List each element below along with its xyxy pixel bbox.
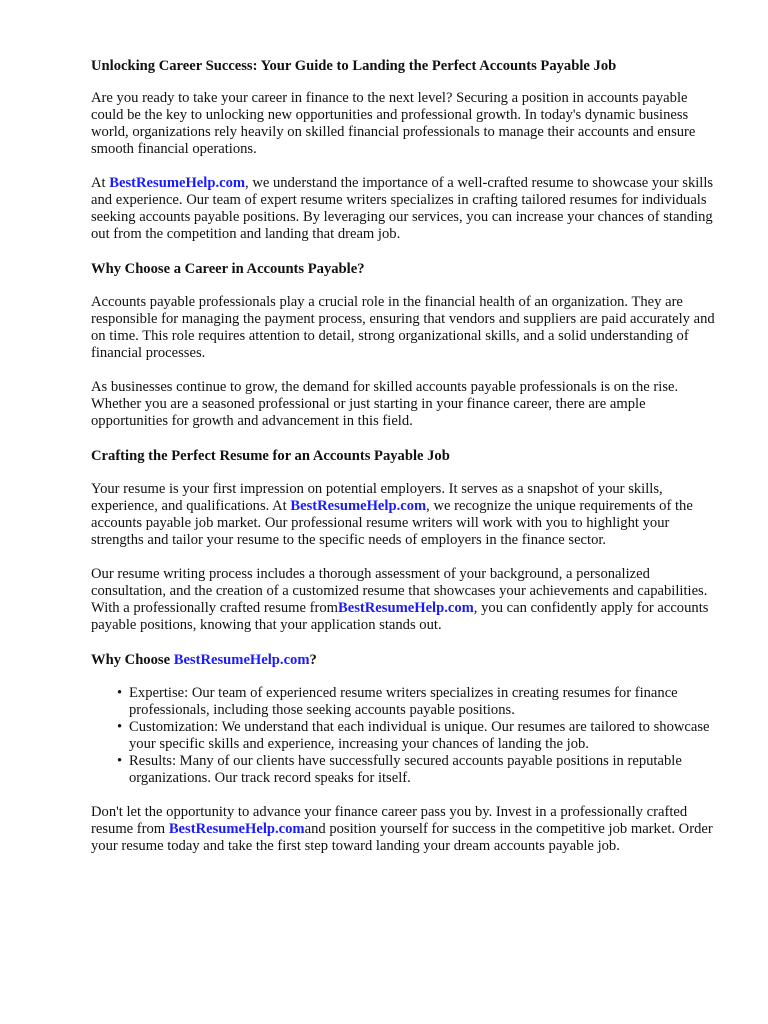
brand-link[interactable]: BestResumeHelp.com [109, 175, 246, 191]
closing-prefix: Don't let the opportunity to advance your finance career pass you by. Invest in a professionally crafted resume from [91, 804, 688, 837]
section1-heading: Why Choose a Career in Accounts Payable? [91, 261, 365, 277]
document-page [91, 58, 723, 872]
section2-p1-suffix: , we recognize the unique requirements of the accounts payable job market. Our professional resume writers will work with you to highlight your strengths and tailor your resume to the specific needs of employers in the finance sector. [91, 498, 693, 548]
section3-heading [91, 652, 723, 669]
closing-suffix: and position yourself for success in the competitive job market. Order your resume today and take the first step toward landing your dream accounts payable job. [91, 821, 713, 854]
section2-paragraph-1 [91, 481, 723, 549]
bullet-icon: • [117, 685, 123, 701]
section3-heading-suffix: ? [309, 652, 317, 668]
section1-paragraph-2: As businesses continue to grow, the demand for skilled accounts payable professionals is on the rise. Whether you are a seasoned professional or just starting in your finance career, there are ample opportunities for growth and advancement in this field. [91, 379, 679, 429]
list-item-text: Expertise: Our team of experienced resume writers specializes in creating resumes for finance professionals, including those seeking accounts payable positions. [129, 685, 678, 718]
benefits-list [91, 685, 723, 787]
list-item [117, 719, 723, 753]
section1-paragraph-1: Accounts payable professionals play a crucial role in the financial health of an organization. They are responsible for managing the payment process, ensuring that vendors and suppliers are paid accurately and on time. This role requires attention to detail, strong organizational skills, and a solid understanding of financial processes. [91, 294, 715, 361]
brand-link[interactable]: BestResumeHelp.com [290, 498, 427, 514]
section2-heading: Crafting the Perfect Resume for an Accounts Payable Job [91, 448, 450, 464]
about-prefix: At [91, 175, 110, 191]
list-item-text: Customization: We understand that each individual is unique. Our resumes are tailored to showcase your specific skills and experience, increasing your chances of landing the job. [129, 719, 710, 752]
intro-paragraph: Are you ready to take your career in finance to the next level? Securing a position in accounts payable could be the key to unlocking new opportunities and professional growth. In today's dynamic business world, organizations rely heavily on skilled financial professionals to manage their accounts and ensure smooth financial operations. [91, 90, 696, 157]
brand-link[interactable]: BestResumeHelp.com [173, 652, 310, 668]
closing-paragraph [91, 804, 723, 855]
section2-p2-prefix: Our resume writing process includes a thorough assessment of your background, a personalized consultation, and the creation of a customized resume that showcases your achievements and capabilities. With a professionally crafted resume from [91, 566, 708, 616]
section3-heading-prefix: Why Choose [91, 652, 174, 668]
list-item-text: Results: Many of our clients have successfully secured accounts payable positions in reputable organizations. Our track record speaks for itself. [129, 753, 682, 786]
document-title: Unlocking Career Success: Your Guide to Landing the Perfect Accounts Payable Job [91, 58, 617, 74]
section2-p2-suffix: , you can confidently apply for accounts payable positions, knowing that your application stands out. [91, 600, 709, 633]
bullet-icon: • [117, 719, 123, 735]
brand-link[interactable]: BestResumeHelp.com [168, 821, 305, 837]
section2-paragraph-2 [91, 566, 723, 634]
about-suffix: , we understand the importance of a well-crafted resume to showcase your skills and experience. Our team of expert resume writers specializes in crafting tailored resumes for individuals seeking accounts payable positions. By leveraging our services, you can increase your chances of standing out from the competition and landing that dream job. [91, 175, 714, 242]
about-paragraph [91, 175, 723, 243]
list-item [117, 753, 723, 787]
bullet-icon: • [117, 753, 123, 769]
section2-p1-prefix: Your resume is your first impression on potential employers. It serves as a snapshot of your skills, experience, and qualifications. At [91, 481, 663, 514]
brand-link[interactable]: BestResumeHelp.com [338, 600, 474, 616]
list-item [117, 685, 723, 719]
